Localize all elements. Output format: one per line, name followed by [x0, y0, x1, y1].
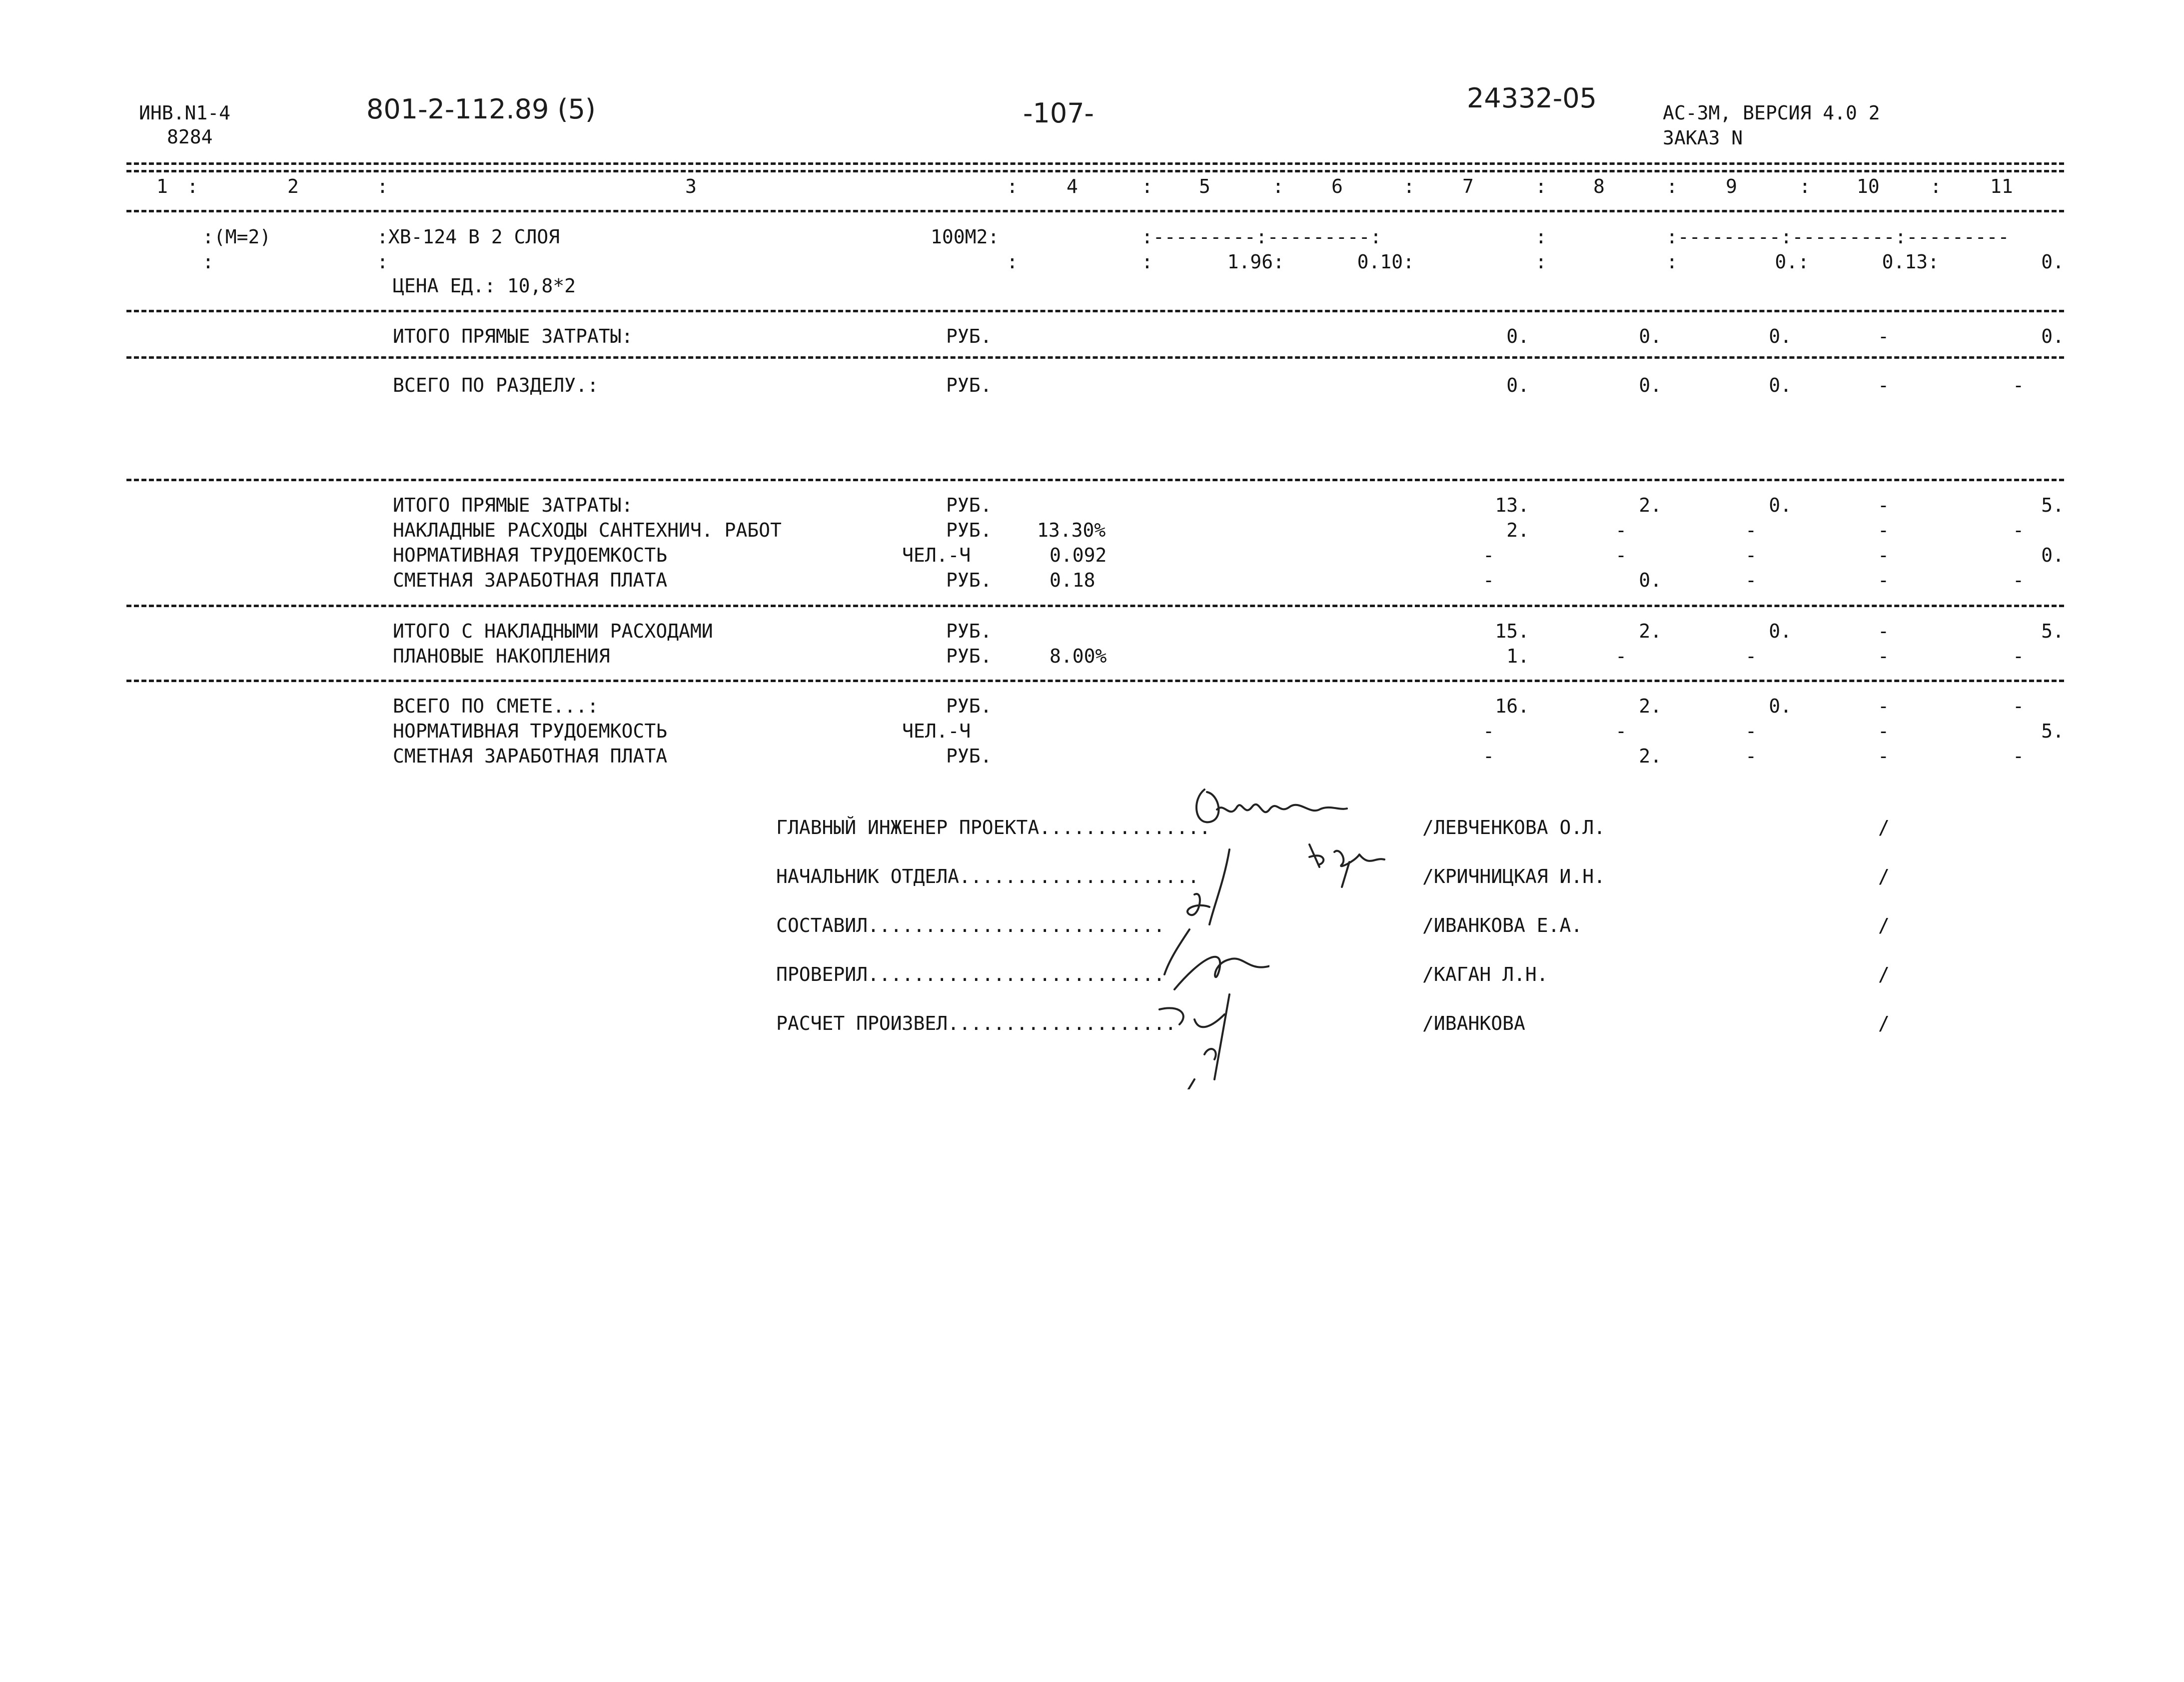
column-number: 6 [1331, 175, 1343, 197]
signature-mark: / [1878, 963, 1890, 985]
rule-header-bottom [126, 210, 2064, 212]
row-unit: РУБ. [946, 325, 992, 347]
column-separator: : [377, 175, 388, 197]
rule-top [126, 162, 2064, 165]
signatory-role: РАСЧЕТ ПРОИЗВЕЛ.................... [776, 1012, 1176, 1034]
row-unit: РУБ. [946, 519, 992, 541]
position-separator: : [1666, 251, 1678, 273]
position-separator: : [1535, 226, 1547, 248]
value-col8: 2. [1639, 695, 1662, 717]
value-col8: - [1615, 645, 1627, 667]
rule-top-2 [126, 170, 2064, 172]
rule-position-bottom [126, 310, 2064, 312]
column-separator: : [1535, 175, 1547, 197]
value-col10: - [1878, 720, 1889, 742]
rule-section-direct-bottom [126, 356, 2064, 359]
row-rate: 13.30% [1037, 519, 1106, 541]
value-col10: - [1878, 745, 1889, 767]
column-number: 1 [156, 175, 168, 197]
signature-mark: / [1878, 817, 1890, 839]
column-number: 8 [1593, 175, 1605, 197]
signature-mark: / [1878, 1012, 1890, 1034]
value-col9: 0. [1769, 325, 1792, 347]
signatory-role: ГЛАВНЫЙ ИНЖЕНЕР ПРОЕКТА............... [776, 817, 1211, 839]
column-number: 9 [1726, 175, 1737, 197]
signatory-name: /ЛЕВЧЕНКОВА О.Л. [1422, 817, 1606, 839]
value-col9: - [1745, 519, 1757, 541]
value-col11: - [2013, 519, 2024, 541]
row-label: НАКЛАДНЫЕ РАСХОДЫ САНТЕХНИЧ. РАБОТ [393, 519, 782, 541]
signature-mark: / [1878, 914, 1890, 936]
document-code: 801-2-112.89 (5) [366, 93, 596, 125]
row-rate: 0.092 [1050, 544, 1107, 566]
column-number: 3 [685, 175, 697, 197]
column-separator: : [1272, 175, 1284, 197]
value-col7: 13. [1495, 494, 1529, 516]
value-col11: 5. [2041, 620, 2064, 642]
value-col10: - [1878, 544, 1889, 566]
value-col8: 2. [1639, 620, 1662, 642]
signatory-role: НАЧАЛЬНИК ОТДЕЛА..................... [776, 865, 1199, 887]
value-col7: 0. [1506, 374, 1529, 396]
value-col7: - [1483, 720, 1494, 742]
value-col9: 0. [1769, 494, 1792, 516]
row-label: СМЕТНАЯ ЗАРАБОТНАЯ ПЛАТА [393, 569, 668, 591]
signatory-role: ПРОВЕРИЛ.......................... [776, 963, 1165, 985]
row-unit: РУБ. [946, 620, 992, 642]
value-col8: - [1615, 519, 1627, 541]
value-col8: 0. [1639, 569, 1662, 591]
value-col10: - [1878, 620, 1889, 642]
value-col9: 0. [1769, 620, 1792, 642]
row-rate: 8.00% [1050, 645, 1107, 667]
position-unit: 100М2: [931, 226, 1000, 248]
handwritten-signature-chief-engineer [1189, 780, 1349, 844]
signatory-name: /КРИЧНИЦКАЯ И.Н. [1422, 865, 1606, 887]
column-separator: : [1666, 175, 1678, 197]
row-label: ВСЕГО ПО РАЗДЕЛУ.: [393, 374, 599, 396]
system-version: АС-3М, ВЕРСИЯ 4.0 2 [1663, 102, 1880, 124]
row-label: НОРМАТИВНАЯ ТРУДОЕМКОСТЬ [393, 720, 668, 742]
position-separator: : [1535, 251, 1547, 273]
signature-mark: / [1878, 865, 1890, 887]
row-unit: РУБ. [946, 374, 992, 396]
signatory-name: /ИВАНКОВА [1422, 1012, 1525, 1034]
row-unit: ЧЕЛ.-Ч [902, 544, 971, 566]
value-col7: 16. [1495, 695, 1529, 717]
row-rate: 0.18 [1050, 569, 1095, 591]
position-multiplier: :(М=2) [202, 226, 271, 248]
position-value-col11: 0. [2041, 251, 2064, 273]
value-col10: - [1878, 519, 1889, 541]
column-separator: : [1403, 175, 1415, 197]
value-col11: - [2013, 695, 2024, 717]
value-col11: - [2013, 645, 2024, 667]
value-col9: 0. [1769, 695, 1792, 717]
value-col7: 15. [1495, 620, 1529, 642]
value-col11: 0. [2041, 325, 2064, 347]
row-label: ИТОГО ПРЯМЫЕ ЗАТРАТЫ: [393, 494, 633, 516]
value-col11: 5. [2041, 720, 2064, 742]
row-label: ИТОГО ПРЯМЫЕ ЗАТРАТЫ: [393, 325, 633, 347]
column-separator: : [1799, 175, 1811, 197]
order-number-label: ЗАКАЗ N [1663, 127, 1743, 149]
column-separator: : [187, 175, 198, 197]
value-col7: - [1483, 569, 1494, 591]
value-col7: - [1483, 745, 1494, 767]
position-separator: : [1007, 251, 1018, 273]
column-number: 5 [1199, 175, 1210, 197]
column-number: 2 [287, 175, 299, 197]
inventory-number: 8284 [167, 126, 213, 148]
row-label: ИТОГО С НАКЛАДНЫМИ РАСХОДАМИ [393, 620, 713, 642]
value-col10: - [1878, 374, 1889, 396]
position-value-col6: 0.10: [1357, 251, 1414, 273]
column-number: 11 [1990, 175, 2013, 197]
rule-planned-bottom [126, 680, 2064, 682]
handwritten-signature-department-head [1299, 837, 1399, 892]
value-col8: - [1615, 720, 1627, 742]
signatory-name: /КАГАН Л.Н. [1422, 963, 1548, 985]
value-col9: - [1745, 645, 1757, 667]
value-col10: - [1878, 645, 1889, 667]
rule-overhead-bottom [126, 605, 2064, 607]
value-col7: 0. [1506, 325, 1529, 347]
value-col10: - [1878, 494, 1889, 516]
signatory-name: /ИВАНКОВА Е.А. [1422, 914, 1583, 936]
row-unit: РУБ. [946, 745, 992, 767]
row-unit: РУБ. [946, 645, 992, 667]
handwritten-signatures-compiler-checker [1149, 844, 1269, 1089]
position-value-col5: 1.96: [1227, 251, 1284, 273]
column-number: 10 [1857, 175, 1880, 197]
unit-price: ЦЕНА ЕД.: 10,8*2 [393, 275, 576, 297]
inventory-number-label: ИНВ.N1-4 [139, 102, 231, 124]
position-value-col9: 0.: [1775, 251, 1809, 273]
row-unit: РУБ. [946, 569, 992, 591]
value-col10: - [1878, 569, 1889, 591]
column-number: 7 [1462, 175, 1474, 197]
value-col11: - [2013, 569, 2024, 591]
page-number: -107- [1023, 97, 1094, 129]
position-value-col10: 0.13: [1882, 251, 1939, 273]
value-col9: - [1745, 569, 1757, 591]
value-col8: - [1615, 544, 1627, 566]
order-reference: 24332-05 [1467, 82, 1597, 114]
value-col9: - [1745, 544, 1757, 566]
value-col7: 1. [1506, 645, 1529, 667]
value-col10: - [1878, 325, 1889, 347]
value-col11: - [2013, 745, 2024, 767]
value-col11: - [2013, 374, 2024, 396]
position-grid-right: :---------:---------:--------- [1666, 226, 2010, 248]
position-separator: : [202, 251, 214, 273]
column-separator: : [1141, 175, 1153, 197]
value-col9: 0. [1769, 374, 1792, 396]
row-label: НОРМАТИВНАЯ ТРУДОЕМКОСТЬ [393, 544, 668, 566]
position-grid-left: :---------:---------: [1141, 226, 1382, 248]
value-col9: - [1745, 720, 1757, 742]
value-col8: 2. [1639, 745, 1662, 767]
value-col7: - [1483, 544, 1494, 566]
value-col8: 2. [1639, 494, 1662, 516]
position-separator: : [1141, 251, 1153, 273]
value-col11: 5. [2041, 494, 2064, 516]
value-col7: 2. [1506, 519, 1529, 541]
value-col8: 0. [1639, 325, 1662, 347]
position-separator: : [377, 251, 388, 273]
column-separator: : [1930, 175, 1942, 197]
row-label: СМЕТНАЯ ЗАРАБОТНАЯ ПЛАТА [393, 745, 668, 767]
row-label: ВСЕГО ПО СМЕТЕ...: [393, 695, 599, 717]
position-name: :ХВ-124 В 2 СЛОЯ [377, 226, 560, 248]
value-col8: 0. [1639, 374, 1662, 396]
signatory-role: СОСТАВИЛ.......................... [776, 914, 1165, 936]
row-label: ПЛАНОВЫЕ НАКОПЛЕНИЯ [393, 645, 610, 667]
row-unit: ЧЕЛ.-Ч [902, 720, 971, 742]
column-separator: : [1007, 175, 1018, 197]
row-unit: РУБ. [946, 695, 992, 717]
value-col10: - [1878, 695, 1889, 717]
column-number: 4 [1067, 175, 1078, 197]
row-unit: РУБ. [946, 494, 992, 516]
value-col11: 0. [2041, 544, 2064, 566]
value-col9: - [1745, 745, 1757, 767]
rule-estimate-top [126, 479, 2064, 481]
